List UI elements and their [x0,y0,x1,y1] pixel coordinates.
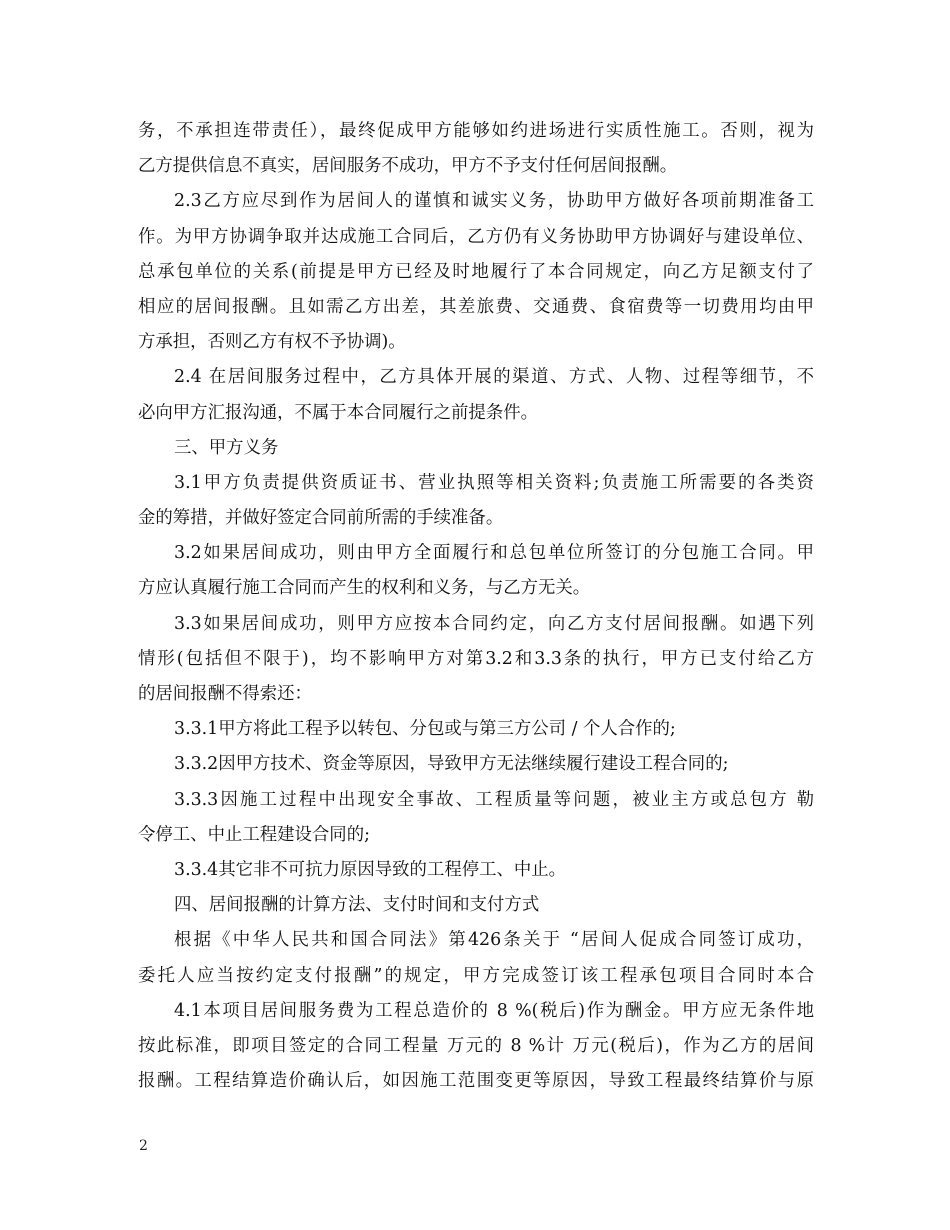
text-line: 3.3.1甲方将此工程予以转包、分包或与第三方公司 / 个人合作的; [174,719,676,740]
text-line: 乙方提供信息不真实，居间服务不成功，甲方不予支付任何居间报酬。 [138,156,678,177]
text-line: 3.1甲方负责提供资质证书、营业执照等相关资料;负责施工所需要的各类资 [174,472,814,493]
text-line: 方承担，否则乙方有权不予协调)。 [138,332,406,353]
text-line: 4.1本项目居间服务费为工程总造价的 8 %(税后)作为酬金。甲方应无条件地 [174,1000,814,1021]
text-line: 必向甲方汇报沟通，不属于本合同履行之前提条件。 [138,402,538,423]
text-line: 2.3乙方应尽到作为居间人的谨慎和诚实义务，协助甲方做好各项前期准备工 [174,191,814,212]
text-line: 总承包单位的关系(前提是甲方已经及时地履行了本合同规定，向乙方足额支付了 [138,261,814,282]
text-line: 作。为甲方协调争取并达成施工合同后，乙方仍有义务协助甲方协调好与建设单位、 [138,226,814,247]
text-line: 3.3.3因施工过程中出现安全事故、工程质量等问题，被业主方或总包方 勒 [174,789,814,810]
page-number: 2 [139,1138,148,1154]
text-line: 3.3.4其它非不可抗力原因导致的工程停工、中止。 [174,859,567,880]
text-line: 2.4 在居间服务过程中，乙方具体开展的渠道、方式、人物、过程等细节，不 [174,367,814,388]
text-line: 令停工、中止工程建设合同的; [138,824,370,845]
text-line: 根据《中华人民共和国合同法》第426条关于 “居间人促成合同签订成功， [174,930,814,951]
text-line: 报酬。工程结算造价确认后，如因施工范围变更等原因，导致工程最终结算价与原 [138,1071,814,1092]
text-line: 委托人应当按约定支付报酬”的规定，甲方完成签订该工程承包项目合同时本合 [138,965,814,986]
text-line: 金的筹措，并做好签定合同前所需的手续准备。 [138,508,504,529]
text-line: 3.3.2因甲方技术、资金等原因，导致甲方无法继续履行建设工程合同的; [174,754,729,775]
text-line: 按此标准，即项目签定的合同工程量 万元的 8 %计 万元(税后)，作为乙方的居间 [138,1035,814,1056]
text-line: 方应认真履行施工合同而产生的权利和义务，与乙方无关。 [138,578,591,599]
text-line: 三、甲方义务 [174,437,279,458]
text-line: 3.3如果居间成功，则甲方应按本合同约定，向乙方支付居间报酬。如遇下列 [174,613,814,634]
text-line: 相应的居间报酬。且如需乙方出差，其差旅费、交通费、食宿费等一切费用均由甲 [138,296,814,317]
text-line: 3.2如果居间成功，则由甲方全面履行和总包单位所签订的分包施工合同。甲 [174,543,814,564]
text-line: 务，不承担连带责任），最终促成甲方能够如约进场进行实质性施工。否则，视为 [138,121,814,141]
document-body [138,114,814,1099]
text-line: 四、居间报酬的计算方法、支付时间和支付方式 [174,895,540,916]
text-line: 的居间报酬不得索还： [138,684,312,704]
text-line: 情形(包括但不限于)，均不影响甲方对第3.2和3.3条的执行，甲方已支付给乙方 [138,648,814,669]
